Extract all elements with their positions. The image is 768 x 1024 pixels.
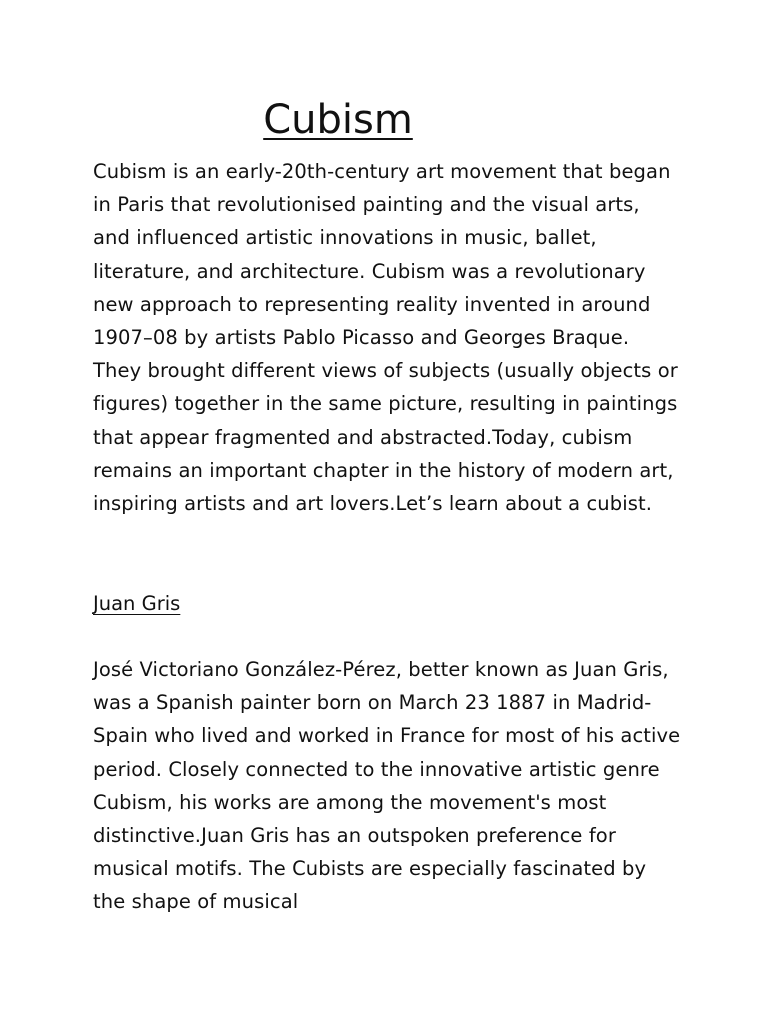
intro-paragraph: Cubism is an early-20th-century art movement that began in Paris that revolutionised painting and the visual arts, and influenced artistic innovations in music, ballet, literature, and architecture. Cubism was a revolutionary new approach to representing reality invented in around 1907–08 by artists Pablo Picasso and Georges Braque. They brought different views of subjects (usually objects or figures) together in the same picture, resulting in paintings that appear fragmented and abstracted.Today, cubism remains an important chapter in the history of modern art, inspiring artists and art lovers.Let’s learn about a cubist. (93, 160, 678, 516)
section-heading: Juan Gris (93, 592, 181, 615)
section-paragraph: José Victoriano González-Pérez, better known as Juan Gris, was a Spanish painter born on March 23 1887 in Madrid-Spain who lived and worked in France for most of his active period. Closely connected to the innovative artistic genre Cubism, his works are among the movement's most distinctive.Juan Gris has an outspoken preference for musical motifs. The Cubists are especially fascinated by the shape of musical (93, 658, 681, 914)
page-title: Cubism (263, 97, 413, 143)
